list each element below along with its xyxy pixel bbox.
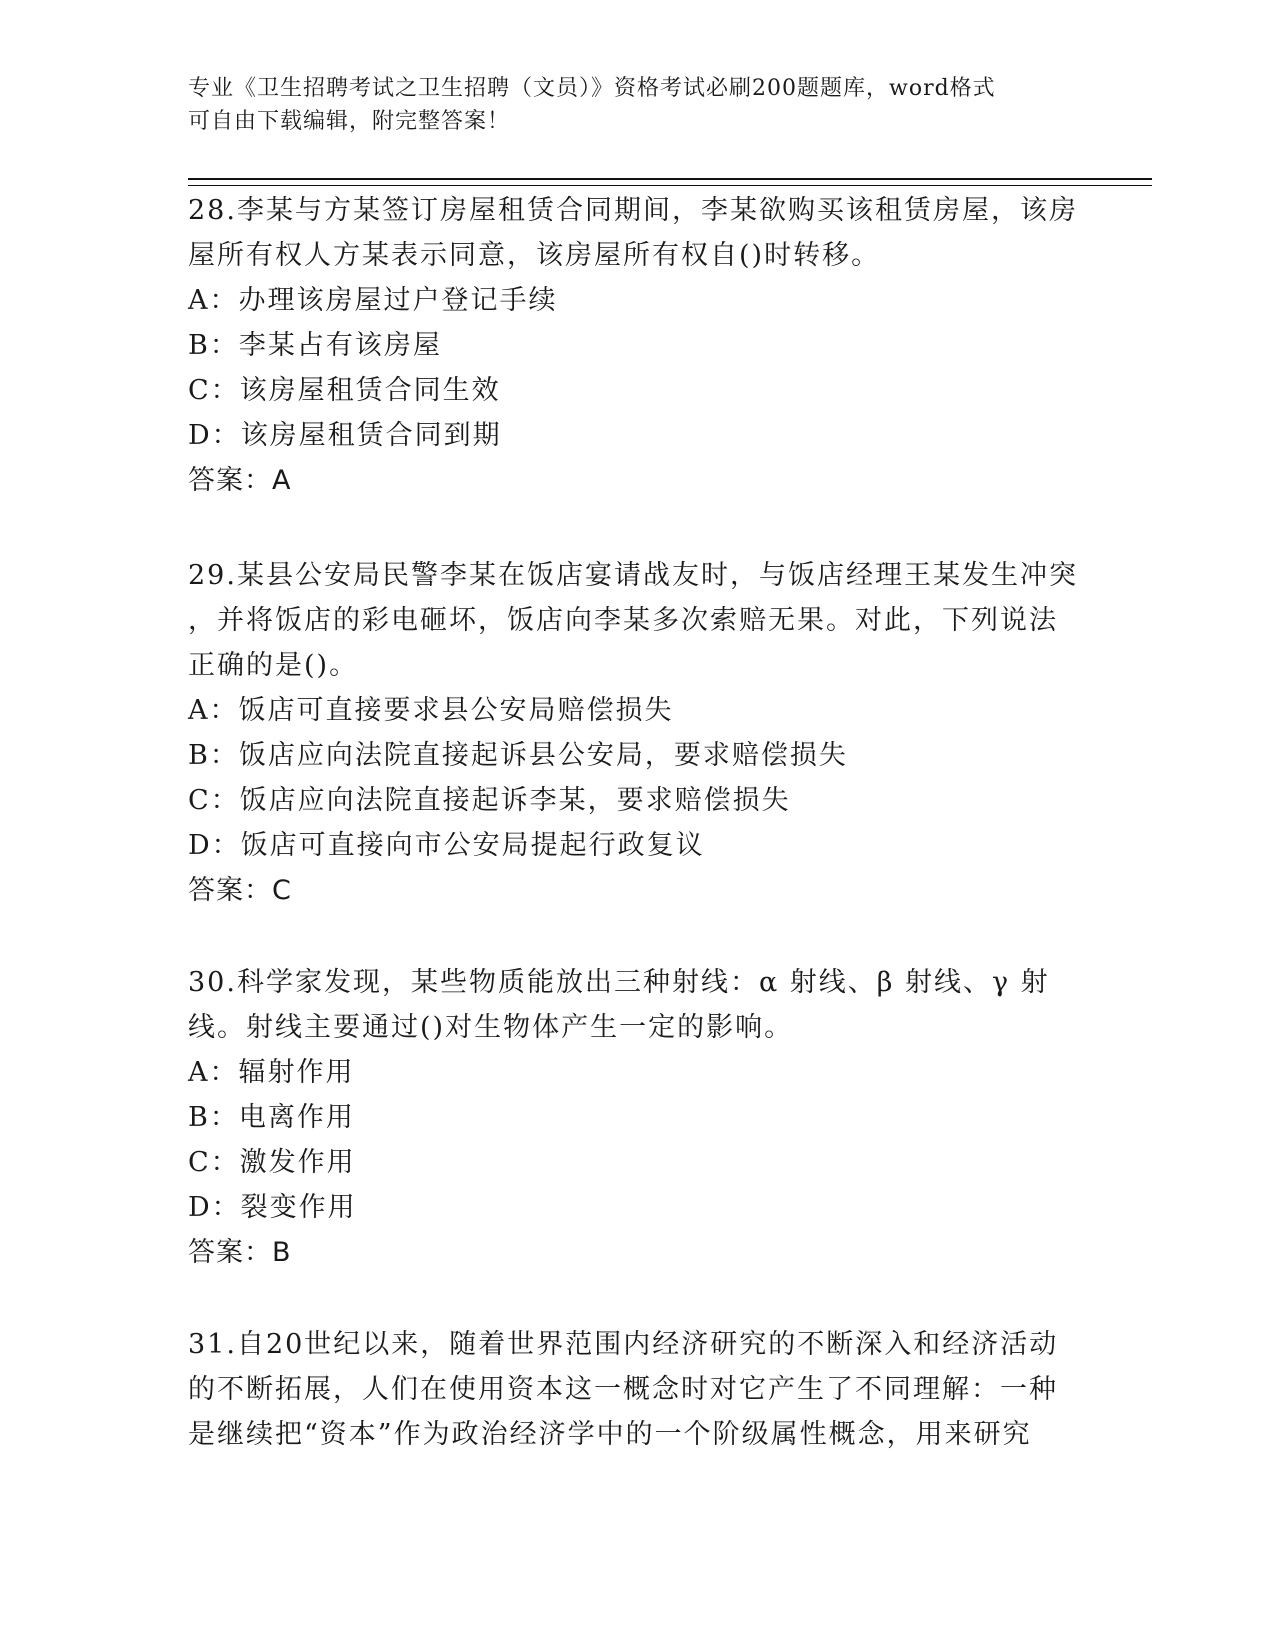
- stem-line: 31.自20世纪以来，随着世界范围内经济研究的不断深入和经济活动: [188, 1329, 1059, 1360]
- stem-line: 29.某县公安局民警李某在饭店宴请战友时，与饭店经理王某发生冲突: [188, 560, 1078, 591]
- document-header: [188, 72, 1078, 138]
- option-b: B：电离作用: [188, 1102, 355, 1133]
- stem-line: 正确的是()。: [188, 650, 359, 681]
- option-a: A：辐射作用: [188, 1057, 355, 1088]
- header-divider-thick: [188, 178, 1152, 180]
- answer-label: 答案：A: [188, 465, 292, 496]
- question-stem: [188, 960, 1088, 1050]
- header-line-1: 专业《卫生招聘考试之卫生招聘（文员）》资格考试必刷200题题库，word格式: [188, 76, 996, 101]
- option-c: C：该房屋租赁合同生效: [188, 375, 501, 406]
- question-stem: [188, 1322, 1088, 1457]
- option-c: C：饭店应向法院直接起诉李某，要求赔偿损失: [188, 785, 791, 816]
- option-a: A：办理该房屋过户登记手续: [188, 285, 558, 316]
- header-line-2: 可自由下载编辑，附完整答案！: [188, 109, 511, 134]
- question-31: [188, 1322, 1088, 1457]
- option-d: D：裂变作用: [188, 1192, 357, 1223]
- stem-line: 30.科学家发现，某些物质能放出三种射线：α 射线、β 射线、γ 射: [188, 967, 1050, 998]
- question-29: [188, 553, 1088, 913]
- option-d: D：该房屋租赁合同到期: [188, 420, 502, 451]
- stem-line: 的不断拓展，人们在使用资本这一概念时对它产生了不同理解：一种: [188, 1374, 1058, 1405]
- option-d: D：饭店可直接向市公安局提起行政复议: [188, 830, 705, 861]
- header-divider-thin: [188, 185, 1152, 186]
- stem-line: 是继续把“资本”作为政治经济学中的一个阶级属性概念，用来研究: [188, 1419, 1032, 1450]
- stem-line: 28.李某与方某签订房屋租赁合同期间，李某欲购买该租赁房屋，该房: [188, 195, 1078, 226]
- question-30: [188, 960, 1088, 1275]
- question-stem: [188, 553, 1088, 688]
- option-c: C：激发作用: [188, 1147, 356, 1178]
- answer-label: 答案：B: [188, 1237, 292, 1268]
- option-b: B：李某占有该房屋: [188, 330, 442, 361]
- question-28: [188, 188, 1088, 503]
- answer-label: 答案：C: [188, 875, 292, 906]
- stem-line: 线。射线主要通过()对生物体产生一定的影响。: [188, 1012, 794, 1043]
- stem-line: 屋所有权人方某表示同意，该房屋所有权自()时转移。: [188, 240, 881, 271]
- stem-line: ，并将饭店的彩电砸坏，饭店向李某多次索赔无果。对此，下列说法: [188, 605, 1058, 636]
- option-b: B：饭店应向法院直接起诉县公安局，要求赔偿损失: [188, 740, 848, 771]
- option-a: A：饭店可直接要求县公安局赔偿损失: [188, 695, 674, 726]
- question-stem: [188, 188, 1088, 278]
